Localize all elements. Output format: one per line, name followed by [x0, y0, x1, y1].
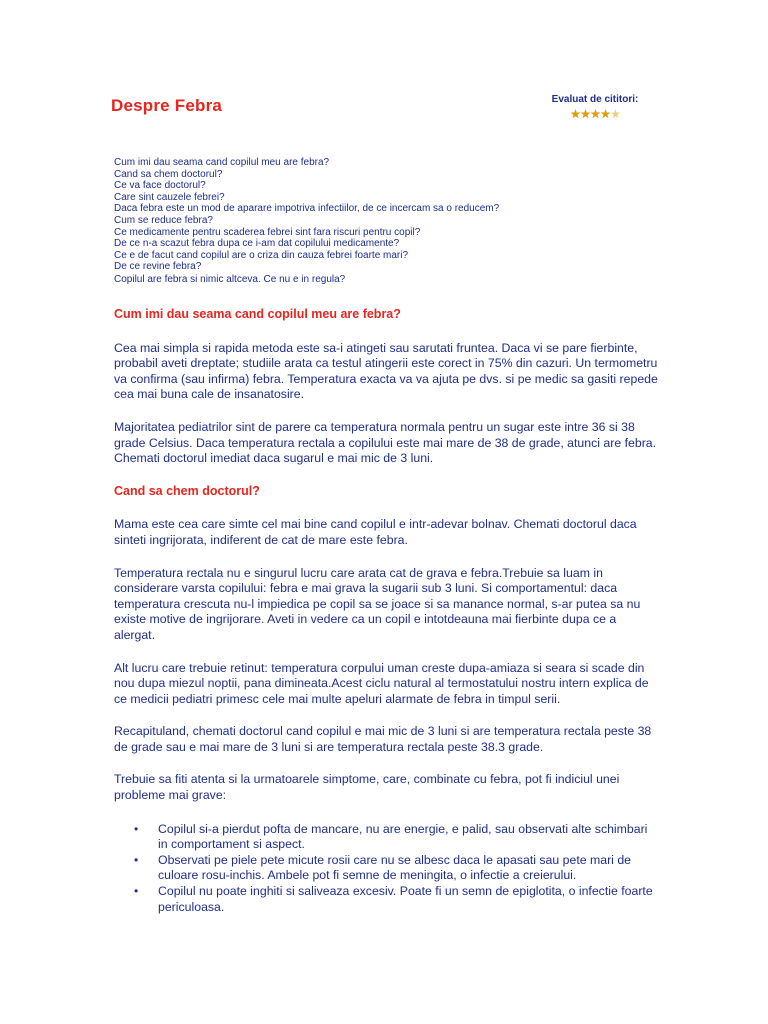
- star-icon: ★: [590, 107, 600, 121]
- star-icon: ★: [570, 107, 580, 121]
- toc-link[interactable]: Daca febra este un mod de aparare impotriva infectiilor, de ce incercam sa o reducem?: [114, 203, 500, 215]
- toc-link[interactable]: De ce revine febra?: [114, 261, 202, 273]
- list-item-text: Copilul nu poate inghiti si saliveaza excesiv. Poate fi un semn de epiglotita, o infectie foarte periculoasa.: [158, 884, 653, 914]
- toc-link[interactable]: Copilul are febra si nimic altceva. Ce nu e in regula?: [114, 273, 346, 285]
- paragraph: Cea mai simpla si rapida metoda este sa-i atingeti sau sarutati fruntea. Daca vi se pare fierbinte, probabil aveti dreptate; studiile arata ca testul atingerii este corect in 75% din cazuri. Un termometru va confirma (sau infirma) febra. Temperatura exacta va va ajuta pe dvs. si pe medic sa gasiti repede cea mai buna cale de insanatosire.: [114, 340, 658, 402]
- bullet-icon: •: [134, 821, 139, 836]
- article-body: [114, 307, 659, 915]
- toc-link[interactable]: De ce n-a scazut febra dupa ce i-am dat copilului medicamente?: [114, 238, 400, 250]
- list-item-text: Copilul si-a pierdut pofta de mancare, nu are energie, e palid, sau observati alte schimbari in comportament si aspect.: [158, 821, 648, 852]
- toc-link[interactable]: Cum se reduce febra?: [114, 214, 213, 226]
- reader-rating: [540, 94, 650, 123]
- half-star-icon: ★: [610, 107, 620, 121]
- toc-link[interactable]: Ce va face doctorul?: [114, 180, 206, 192]
- toc-link[interactable]: Cum imi dau seama cand copilul meu are febra?: [114, 157, 330, 168]
- paragraph: Mama este cea care simte cel mai bine cand copilul e intr-adevar bolnav. Chemati doctorul daca sinteti ingrijorata, indiferent de cat de mare este febra.: [114, 517, 637, 547]
- paragraph: Majoritatea pediatrilor sint de parere ca temperatura normala pentru un sugar este intre 36 si 38 grade Celsius. Daca temperatura rectala a copilului este mai mare de 38 de grade, atunci are febra. Chemati doctorul imediat daca sugarul e mai mic de 3 luni.: [114, 419, 657, 466]
- symptom-list: [114, 822, 659, 916]
- page-title: Despre Febra: [111, 96, 223, 115]
- table-of-contents: [114, 157, 674, 286]
- paragraph: Trebuie sa fiti atenta si la urmatoarele simptome, care, combinate cu febra, pot fi indiciul unei probleme mai grave:: [114, 772, 620, 803]
- toc-link[interactable]: Cand sa chem doctorul?: [114, 168, 223, 180]
- rating-label: Evaluat de cititori:: [551, 94, 639, 105]
- star-icon: ★: [600, 107, 610, 121]
- rating-stars: [570, 108, 620, 121]
- toc-link[interactable]: Ce e de facut cand copilul are o criza din cauza febrei foarte mari?: [114, 249, 409, 261]
- paragraph: Alt lucru care trebuie retinut: temperatura corpului uman creste dupa-amiaza si seara si scade din nou dupa miezul noptii, pana dimineata.Acest ciclu natural al termostatului nostru intern explica de ce medicii pediatri primesc cele mai multe apeluri alarmate de febra in timpul serii.: [114, 660, 649, 706]
- star-icon: ★: [580, 107, 590, 121]
- section-heading: Cand sa chem doctorul?: [114, 483, 260, 498]
- paragraph: Temperatura rectala nu e singurul lucru care arata cat de grava e febra.Trebuie sa luam in considerare varsta copilului: febra e mai grava la sugarii sub 3 luni. Si comportamentul: daca temperatura crescuta nu-l impiedica pe copil sa se joace si sa manance normal, s-ar putea sa nu existe motive de ingrijorare. Aveti in vedere ca un copil e intotdeauna mai fierbinte dupa ce a alergat.: [114, 565, 641, 642]
- toc-link[interactable]: Ce medicamente pentru scaderea febrei sint fara riscuri pentru copil?: [114, 226, 421, 238]
- list-item: [114, 853, 659, 884]
- list-item-text: Observati pe piele pete micute rosii care nu se albesc daca le apasati sau pete mari de culoare rosu-inchis. Ambele pot fi semne de meningita, o infectie a creierului.: [158, 852, 632, 883]
- list-item: [114, 822, 659, 853]
- bullet-icon: •: [134, 852, 139, 867]
- section-heading: Cum imi dau seama cand copilul meu are febra?: [114, 307, 401, 321]
- bullet-icon: •: [134, 884, 139, 899]
- paragraph: Recapituland, chemati doctorul cand copilul e mai mic de 3 luni si are temperatura rectala peste 38 de grade sau e mai mare de 3 luni si are temperatura rectala peste 38.3 grade.: [114, 724, 652, 754]
- list-item: [114, 884, 659, 915]
- toc-link[interactable]: Care sint cauzele febrei?: [114, 191, 225, 203]
